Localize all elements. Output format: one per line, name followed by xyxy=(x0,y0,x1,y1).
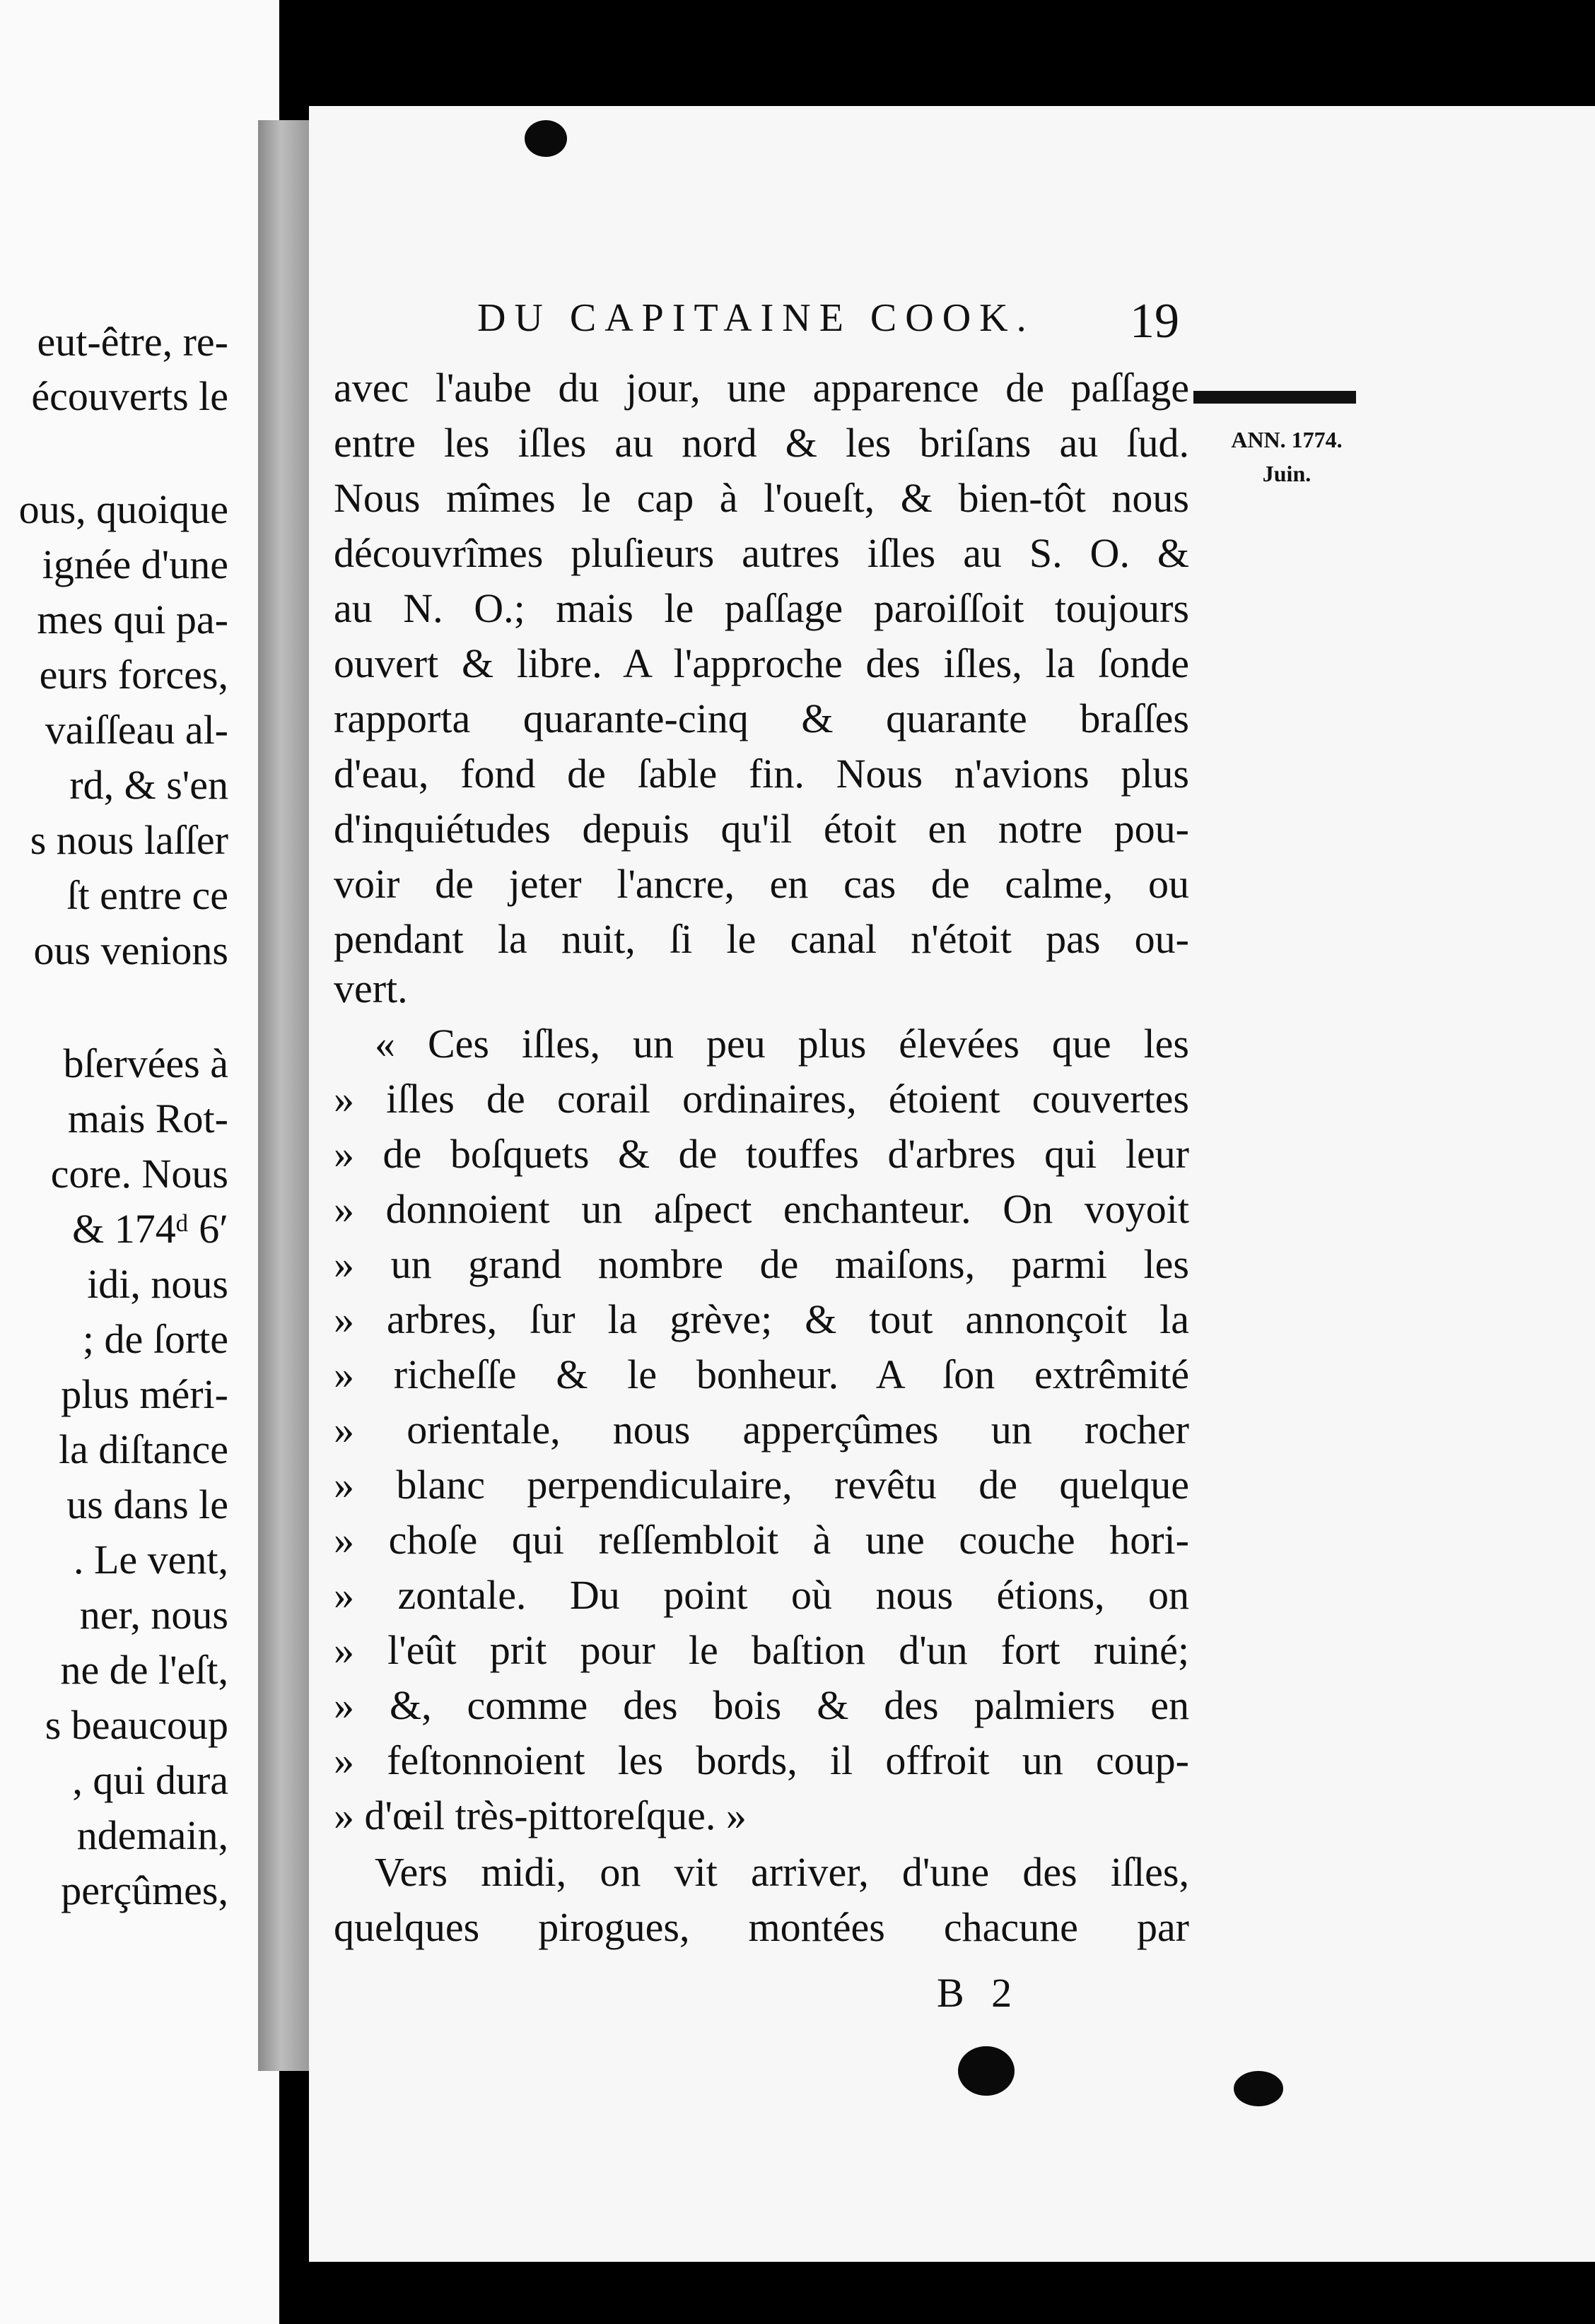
quote-line: « Ces iſles, un peu plus élevées que les xyxy=(375,1021,1189,1067)
signature-mark: B 2 xyxy=(937,1970,1021,2016)
ink-blot-mark xyxy=(958,2046,1015,2096)
left-fragment-line: idi, nous xyxy=(87,1261,228,1307)
left-fragment-line: core. Nous xyxy=(50,1151,228,1197)
body-line: découvrîmes pluſieurs autres iſles au S. O. & xyxy=(334,530,1189,576)
body-line: d'eau, fond de ſable fin. Nous n'avions plus xyxy=(334,751,1189,797)
left-fragment-line: eurs forces, xyxy=(39,652,228,698)
left-fragment-line: vaiſſeau al- xyxy=(45,707,228,753)
quote-line: » &, comme des bois & des palmiers en xyxy=(334,1682,1189,1728)
left-fragment-line: ous, quoique xyxy=(18,486,228,532)
quote-line: » un grand nombre de maiſons, parmi les xyxy=(334,1241,1189,1287)
body-line: d'inquiétudes depuis qu'il étoit en notre pou- xyxy=(334,806,1189,852)
left-fragment-line: mes qui pa- xyxy=(37,597,228,642)
body-line: entre les iſles au nord & les briſans au ſud. xyxy=(334,420,1189,466)
body-line: avec l'aube du jour, une apparence de paſſage xyxy=(334,365,1189,411)
quote-line: » d'œil très-pittoreſque. » xyxy=(334,1792,747,1838)
quote-line: » donnoient un aſpect enchanteur. On voyoit xyxy=(334,1186,1189,1232)
left-fragment-line: eut-être, re- xyxy=(37,319,228,365)
body-line: quelques pirogues, montées chacune par xyxy=(334,1904,1189,1950)
left-fragment-line: perçûmes, xyxy=(61,1867,228,1913)
left-fragment-line: us dans le xyxy=(66,1481,228,1527)
left-fragment-line: s beaucoup xyxy=(45,1702,228,1748)
left-fragment-line: s nous laſſer xyxy=(30,817,228,863)
ink-blot-mark xyxy=(525,120,567,157)
margin-note-month: Juin. xyxy=(1262,461,1311,486)
body-line: rapporta quarante-cinq & quarante braſſes xyxy=(334,696,1189,741)
margin-note-year: ANN. 1774. xyxy=(1231,427,1343,452)
margin-rule xyxy=(1193,391,1356,404)
quote-line: » blanc perpendiculaire, revêtu de quelque xyxy=(334,1462,1189,1508)
left-fragment-line: ; de ſorte xyxy=(82,1316,228,1362)
left-fragment-line: ner, nous xyxy=(79,1592,228,1638)
margin-note xyxy=(1195,423,1379,491)
quote-line: » feſtonnoient les bords, il offroit un coup- xyxy=(334,1737,1189,1783)
page-number: 19 xyxy=(1130,294,1179,348)
body-line: vert. xyxy=(334,966,408,1011)
quote-line: » orientale, nous apperçûmes un rocher xyxy=(334,1407,1189,1452)
left-fragment-line: ndemain, xyxy=(76,1812,228,1858)
quote-line: » zontale. Du point où nous étions, on xyxy=(334,1572,1189,1618)
left-fragment-line: ous venions xyxy=(33,927,228,973)
left-fragment-line: & 174ᵈ 6′ xyxy=(72,1206,228,1252)
quote-line: » de boſquets & de touffes d'arbres qui leur xyxy=(334,1131,1189,1177)
left-fragment-line: . Le vent, xyxy=(73,1537,228,1583)
running-head: DU CAPITAINE COOK. xyxy=(477,296,1035,340)
body-line: Vers midi, on vit arriver, d'une des iſles, xyxy=(375,1849,1189,1895)
quote-line: » iſles de corail ordinaires, étoient couvertes xyxy=(334,1076,1189,1122)
left-fragment-line: mais Rot- xyxy=(67,1096,228,1142)
quote-line: » richeſſe & le bonheur. A ſon extrêmité xyxy=(334,1351,1189,1397)
left-page-fragment xyxy=(0,0,279,2324)
body-line: ouvert & libre. A l'approche des iſles, la ſonde xyxy=(334,640,1189,686)
quote-line: » l'eût prit pour le baſtion d'un fort ruiné; xyxy=(334,1627,1189,1673)
left-fragment-line: bſervées à xyxy=(63,1040,228,1086)
left-fragment-line: ignée d'une xyxy=(42,541,228,587)
left-fragment-line: rd, & s'en xyxy=(69,762,228,808)
quote-line: » arbres, ſur la grève; & tout annonçoit la xyxy=(334,1296,1189,1342)
book-gutter xyxy=(258,120,309,2071)
left-fragment-line: la diſtance xyxy=(59,1426,228,1472)
ink-blot-mark xyxy=(1234,2071,1283,2106)
quote-line: » choſe qui reſſembloit à une couche hori- xyxy=(334,1517,1189,1563)
body-line: voir de jeter l'ancre, en cas de calme, ou xyxy=(334,861,1189,907)
body-line: Nous mîmes le cap à l'oueſt, & bien-tôt nous xyxy=(334,475,1189,521)
left-fragment-line: plus méri- xyxy=(61,1371,228,1417)
left-fragment-line: écouverts le xyxy=(31,373,228,419)
left-fragment-line: ſt entre ce xyxy=(66,872,228,918)
body-line: au N. O.; mais le paſſage paroiſſoit toujours xyxy=(334,585,1189,631)
left-fragment-line: ne de l'eſt, xyxy=(60,1647,228,1693)
left-fragment-line: , qui dura xyxy=(72,1757,228,1803)
body-line: pendant la nuit, ſi le canal n'étoit pas ou- xyxy=(334,916,1189,962)
